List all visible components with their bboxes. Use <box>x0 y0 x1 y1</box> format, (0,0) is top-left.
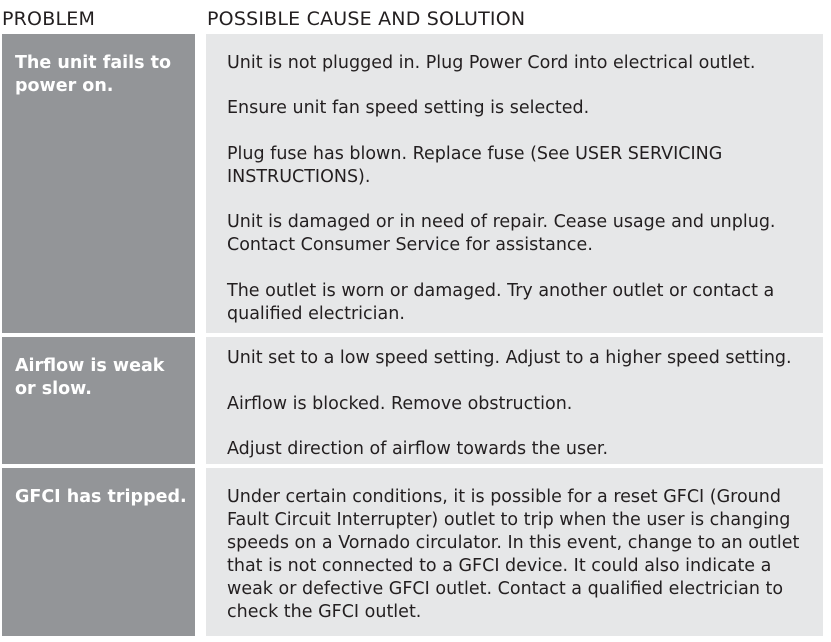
problem-label: GFCI has tripped. <box>15 487 187 507</box>
solution-text: Unit is damaged or in need of repair. Cease usage and unplug. Contact Consumer Service for assistance. <box>227 212 776 255</box>
solution-text: Ensure unit fan speed setting is selected. <box>227 98 590 118</box>
solution-text: The outlet is worn or damaged. Try another outlet or contact a qualified electrician. <box>227 281 775 324</box>
solution-text: Airflow is blocked. Remove obstruction. <box>227 394 573 414</box>
problem-cell <box>2 337 195 464</box>
problem-cell <box>2 34 195 333</box>
problem-label: The unit fails to power on. <box>15 53 172 96</box>
solution-cell <box>206 337 823 464</box>
solution-text: Under certain conditions, it is possible for a reset GFCI (Ground Fault Circuit Interrupter) outlet to trip when the user is changing speeds on a Vornado circulator. In this event, change to an outlet that is not connected to a GFCI device. It could also indicate a weak or defective GFCI outlet. Contact a qualified electrician to check the GFCI outlet. <box>227 487 800 622</box>
problem-label: Airflow is weak or slow. <box>15 356 165 399</box>
solution-text: Plug fuse has blown. Replace fuse (See USER SERVICING INSTRUCTIONS). <box>227 144 723 187</box>
cause-column-header: POSSIBLE CAUSE AND SOLUTION <box>207 8 526 30</box>
solution-text: Unit set to a low speed setting. Adjust to a higher speed setting. <box>227 348 792 368</box>
solution-text: Adjust direction of airflow towards the user. <box>227 439 609 459</box>
problem-column-header: PROBLEM <box>2 8 96 30</box>
solution-text: Unit is not plugged in. Plug Power Cord into electrical outlet. <box>227 53 756 73</box>
solution-cell <box>206 468 823 636</box>
problem-cell <box>2 468 195 636</box>
solution-cell <box>206 34 823 333</box>
